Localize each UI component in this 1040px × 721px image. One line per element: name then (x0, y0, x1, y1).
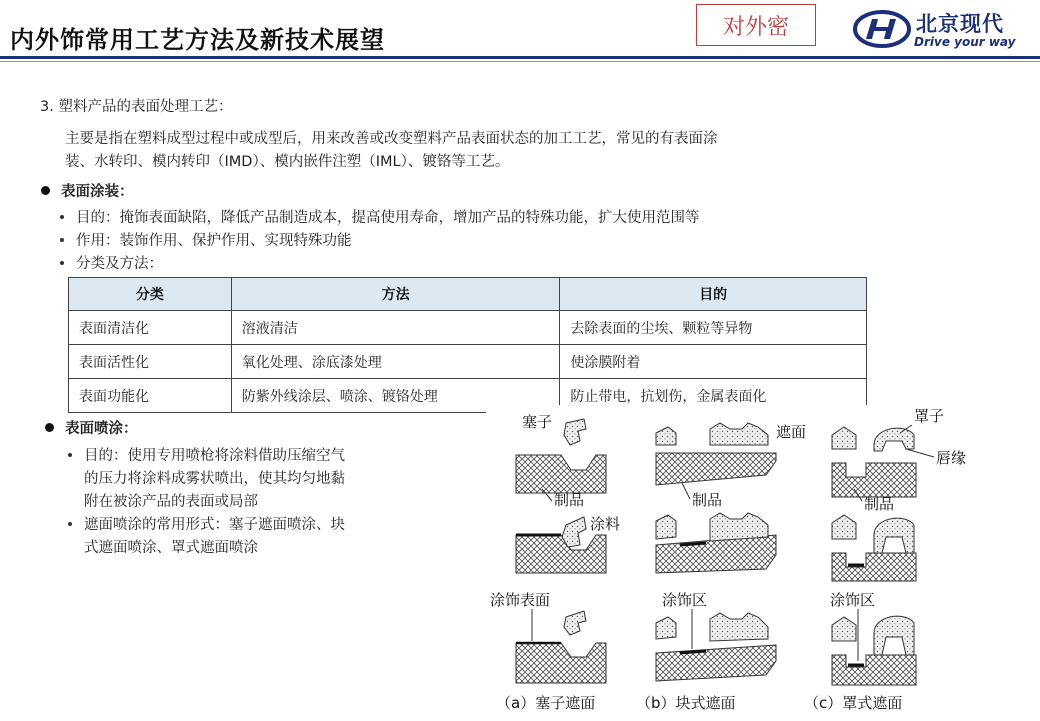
caption-c: （c）罩式遮面 (804, 694, 903, 712)
slide-title: 内外饰常用工艺方法及新技术展望 (10, 25, 385, 54)
masking-diagram-svg (486, 405, 978, 717)
hyundai-emblem-icon (852, 9, 912, 49)
plug-shape (562, 517, 586, 547)
product-part (516, 643, 606, 683)
product-part (656, 645, 776, 681)
sub-bullet-dot (68, 522, 72, 526)
sub-bullet-dot (60, 261, 64, 265)
label-painted-area-b: 涂饰区 (662, 591, 708, 609)
label-paint: 涂料 (590, 515, 621, 533)
label-lip: 唇缘 (936, 449, 967, 467)
table-cell: 表面功能化 (69, 379, 232, 413)
title-divider-thin (0, 61, 1040, 62)
product-part (832, 553, 916, 581)
table-cell: 表面活性化 (69, 345, 232, 379)
label-painted-surface: 涂饰表面 (490, 591, 551, 609)
table-row (69, 345, 867, 379)
label-product-c: 制品 (864, 495, 895, 513)
table-cell: 表面清洁化 (69, 311, 232, 345)
section-heading: 3. 塑料产品的表面处理工艺： (40, 99, 233, 115)
table-cell: 氧化处理、涂底漆处理 (231, 345, 560, 379)
product-part (516, 455, 606, 493)
table-row (69, 311, 867, 345)
coating-bullet-classification: 分类及方法： (76, 256, 163, 272)
table-cell: 防紫外线涂层、喷涂、镀铬处理 (231, 379, 560, 413)
classification-stamp: 对外密 (696, 4, 816, 46)
spraying-purpose-line: 附在被涂产品的表面或局部 (84, 494, 258, 510)
cover-shape (832, 515, 856, 539)
table-cell: 使涂膜附着 (560, 345, 867, 379)
spraying-heading: 表面喷涂： (65, 421, 138, 437)
label-mask: 遮面 (776, 423, 807, 441)
mask-block (710, 613, 768, 641)
mask-block (656, 515, 676, 539)
mask-block (656, 617, 676, 639)
cover-shape (874, 616, 914, 655)
table-header-cell: 分类 (69, 278, 232, 311)
caption-b: （b）块式遮面 (636, 694, 736, 712)
label-plug: 塞子 (522, 413, 553, 431)
spraying-purpose-line: 的压力将涂料成雾状喷出，使其均匀地黏 (84, 471, 345, 487)
spraying-forms-line: 式遮面喷涂、罩式遮面喷涂 (84, 540, 258, 556)
masking-spray-diagram (486, 405, 978, 717)
table-cell: 溶液清洁 (231, 311, 560, 345)
title-divider (0, 56, 1040, 59)
plug-shape (564, 611, 586, 635)
bullet-dot (45, 423, 54, 432)
mask-block (656, 427, 676, 445)
table-cell: 去除表面的尘埃、颗粒等异物 (560, 311, 867, 345)
product-part (832, 463, 916, 497)
logo-brand-text: 北京现代 (916, 12, 1004, 36)
table-header-row (69, 278, 867, 311)
coating-heading: 表面涂装： (61, 184, 134, 200)
logo-tagline: Drive your way (914, 35, 1016, 49)
table-header-cell: 方法 (231, 278, 560, 311)
product-part (832, 655, 916, 685)
sub-bullet-dot (68, 453, 72, 457)
label-painted-area-c: 涂饰区 (830, 591, 876, 609)
label-product-a: 制品 (554, 491, 585, 509)
company-logo (850, 6, 1030, 52)
cover-shape (874, 518, 914, 553)
coating-bullet-function: 作用：装饰作用、保护作用、实现特殊功能 (76, 233, 352, 249)
spraying-forms-line: 遮面喷涂的常用形式：塞子遮面喷涂、块 (84, 517, 345, 533)
label-product-b: 制品 (692, 491, 723, 509)
sub-bullet-dot (60, 238, 64, 242)
cover-shape (832, 427, 856, 449)
label-cover: 罩子 (914, 407, 945, 425)
product-part (656, 453, 776, 485)
table-header-cell: 目的 (560, 278, 867, 311)
coating-bullet-purpose: 目的：掩饰表面缺陷，降低产品制造成本，提高使用寿命，增加产品的特殊功能，扩大使用范围等 (76, 210, 700, 226)
product-part (516, 535, 606, 573)
intro-line-1: 主要是指在塑料成型过程中或成型后，用来改善或改变塑料产品表面状态的加工工艺，常见的有表面涂 (65, 131, 718, 147)
cover-shape (832, 617, 856, 641)
plug-shape (564, 419, 586, 445)
cover-shape (874, 428, 914, 451)
spraying-purpose-line: 目的：使用专用喷枪将涂料借助压缩空气 (84, 448, 345, 464)
sub-bullet-dot (60, 215, 64, 219)
mask-block (710, 513, 768, 541)
intro-line-2: 装、水转印、模内转印（IMD）、模内嵌件注塑（IML）、镀铬等工艺。 (65, 154, 510, 170)
mask-block (710, 423, 768, 445)
caption-a: （a）塞子遮面 (496, 694, 596, 712)
bullet-dot (41, 186, 50, 195)
table-cell: 防止带电，抗划伤，金属表面化 (560, 379, 867, 413)
coating-methods-table (68, 277, 867, 413)
